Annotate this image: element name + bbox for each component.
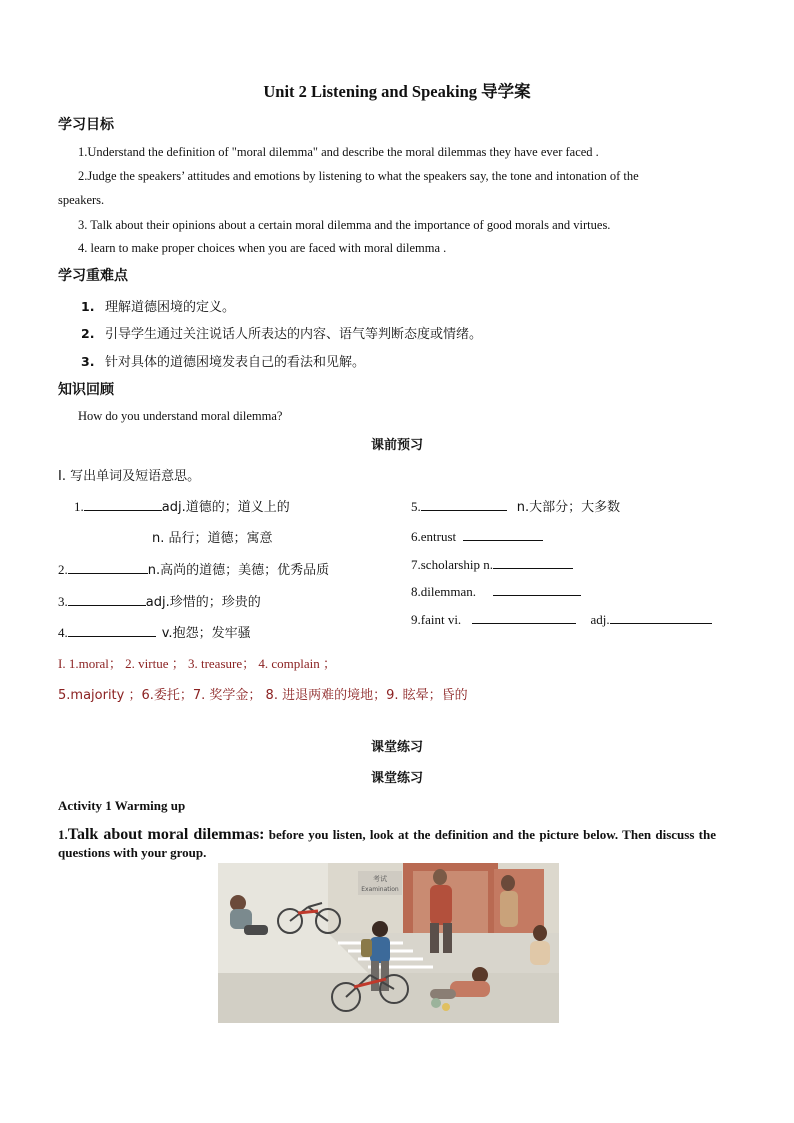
answer-blank[interactable] xyxy=(68,561,148,574)
talk-instructions xyxy=(58,826,716,862)
vocab-word-adj: adj. xyxy=(590,612,610,627)
answer-blank[interactable] xyxy=(68,593,146,606)
sign-text: 考试 xyxy=(373,875,387,883)
vocab-1-meaning-2: n. 品行；道德；寓意 xyxy=(152,531,273,546)
answer-blank[interactable] xyxy=(610,611,712,624)
moral-dilemma-illustration xyxy=(218,863,559,1023)
vocab-5 xyxy=(411,496,620,515)
vocab-4 xyxy=(58,622,251,641)
answer-blank[interactable] xyxy=(493,556,573,569)
vocab-2 xyxy=(58,559,329,578)
objective-3: 3. Talk about their opinions about a certain moral dilemma and the importance of good morals and virtues. xyxy=(78,218,611,232)
talk-title: Talk about moral dilemmas: xyxy=(67,826,265,843)
preview-heading: 课前预习 xyxy=(370,438,423,453)
key-points-heading: 学习重难点 xyxy=(58,268,128,284)
classwork-heading-2: 课堂练习 xyxy=(370,771,423,786)
sign-text-en: Examination xyxy=(361,886,399,893)
preview-task: I. 写出单词及短语意思。 xyxy=(58,469,201,484)
key-point-num: 1. xyxy=(81,299,95,314)
answer-blank[interactable] xyxy=(84,498,162,511)
vocab-8 xyxy=(411,583,581,600)
talk-text: before you listen, look at the definition and the picture below. Then discuss the questions with your group. xyxy=(58,827,716,860)
vocab-3 xyxy=(58,591,261,610)
vocab-1 xyxy=(74,496,290,515)
vocab-word: 7.scholarship n. xyxy=(411,557,493,572)
review-question: How do you understand moral dilemma? xyxy=(78,409,283,423)
key-point-num: 2. xyxy=(81,326,95,341)
objective-2: 2.Judge the speakers’ attitudes and emotions by listening to what the speakers say, the tone and intonation of the xyxy=(78,169,639,183)
vocab-num: 4. xyxy=(58,625,68,640)
key-point-3 xyxy=(81,351,365,370)
vocab-meaning: n.高尚的道德；美德；优秀品质 xyxy=(147,563,330,578)
objective-2-cont: speakers. xyxy=(58,193,105,207)
vocab-num: 2. xyxy=(58,562,68,577)
key-point-2 xyxy=(81,323,482,342)
activity-heading: Activity 1 Warming up xyxy=(58,798,186,813)
answer-blank[interactable] xyxy=(463,528,543,541)
page-title: Unit 2 Listening and Speaking 导学案 xyxy=(263,82,531,101)
vocab-6 xyxy=(411,528,543,545)
review-heading: 知识回顾 xyxy=(58,382,114,398)
key-point-num: 3. xyxy=(81,354,95,369)
key-point-text: 引导学生通过关注说话人所表达的内容、语气等判断态度或情绪。 xyxy=(105,327,483,342)
objectives-heading: 学习目标 xyxy=(58,117,114,133)
talk-num: 1. xyxy=(58,827,68,842)
vocab-num: 3. xyxy=(58,594,68,609)
vocab-word: 6.entrust xyxy=(411,529,457,544)
answer-blank[interactable] xyxy=(493,583,581,596)
vocab-meaning: v.抱怨；发牢骚 xyxy=(161,626,251,641)
answer-blank[interactable] xyxy=(421,498,507,511)
answers-line-2: 5.majority ；6.委托；7. 奖学金； 8. 进退两难的境地；9. 眩晕；昏的 xyxy=(58,688,468,703)
classwork-heading-1: 课堂练习 xyxy=(370,740,423,755)
key-point-text: 针对具体的道德困境发表自己的看法和见解。 xyxy=(105,355,366,370)
vocab-9 xyxy=(411,611,712,628)
answer-blank[interactable] xyxy=(472,611,576,624)
answer-blank[interactable] xyxy=(68,624,156,637)
vocab-word: 8.dilemman. xyxy=(411,584,476,599)
vocab-word: 9.faint vi. xyxy=(411,612,462,627)
vocab-7 xyxy=(411,556,573,573)
objective-1: 1.Understand the definition of "moral dilemma" and describe the moral dilemmas they have ever faced . xyxy=(78,145,599,159)
key-point-text: 理解道德困境的定义。 xyxy=(105,300,236,315)
vocab-meaning: adj.道德的；道义上的 xyxy=(161,500,290,515)
vocab-num: 1. xyxy=(74,499,84,514)
answers-line-1: I. 1.moral； 2. virtue ； 3. treasure； 4. complain ； xyxy=(58,656,336,671)
vocab-meaning: adj.珍惜的；珍贵的 xyxy=(145,595,261,610)
objective-4: 4. learn to make proper choices when you are faced with moral dilemma . xyxy=(78,241,447,255)
key-point-1 xyxy=(81,296,235,315)
vocab-num: 5. xyxy=(411,499,421,514)
vocab-meaning: n.大部分；大多数 xyxy=(516,500,621,515)
